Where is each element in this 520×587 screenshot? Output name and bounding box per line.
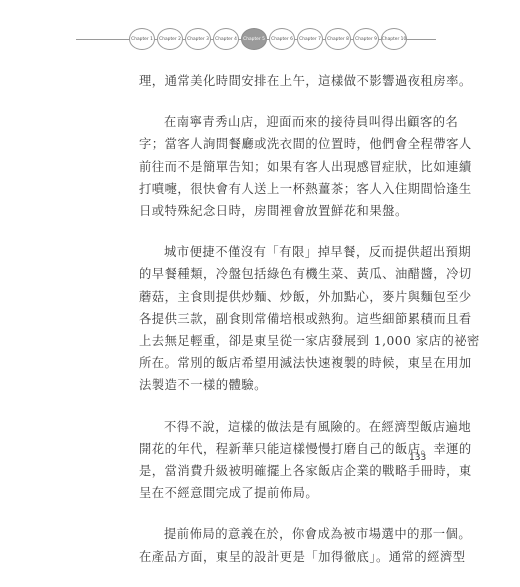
chapter-tab-7[interactable]: Chapter 7 xyxy=(297,28,323,50)
text-line: 各提供三款，副食則常備培根或熱狗。這些細節累積而且看 xyxy=(139,311,472,326)
text-line: 的早餐種類，冷盤包括綠色有機生菜、黃瓜、油醋醬，冷切 xyxy=(139,267,472,282)
chapter-tab-5[interactable]: Chapter 5 xyxy=(241,28,267,50)
paragraph xyxy=(139,111,472,222)
chapter-tab-1[interactable]: Chapter 1 xyxy=(129,28,155,50)
text-line: 在南寧青秀山店，迎面而來的接待員叫得出顧客的名 xyxy=(164,115,459,130)
text-line: 是，當消費升級被明確擺上各家飯店企業的戰略手冊時，東 xyxy=(139,464,472,479)
text-line: 法製造不一樣的體驗。 xyxy=(139,378,267,393)
chapter-tab-9[interactable]: Chapter 9 xyxy=(353,28,379,50)
text-line: 城市便捷不僅沒有「有限」掉早餐，反而提供超出預期 xyxy=(164,245,472,260)
text-line: 日或特殊紀念日時，房間裡會放置鮮花和果盤。 xyxy=(139,204,408,219)
chapter-tab-6[interactable]: Chapter 6 xyxy=(269,28,295,50)
chapter-navigation xyxy=(0,28,520,52)
text-line: 提前佈局的意義在於，你會成為被市場選中的那一個。 xyxy=(164,527,472,542)
text-line: 前往而不是簡單告知；如果有客人出現感冒症狀，比如連續 xyxy=(139,159,472,174)
chapter-tab-2[interactable]: Chapter 2 xyxy=(157,28,183,50)
paragraph xyxy=(139,241,480,396)
text-line: 呈在不經意間完成了提前佈局。 xyxy=(139,486,319,501)
text-line: 字；當客人詢問餐廳或洗衣間的位置時，他們會全程帶客人 xyxy=(139,137,472,152)
page-number: 133 xyxy=(409,453,427,463)
text-line: 開花的年代，程新華只能這樣慢慢打磨自己的飯店。幸運的 xyxy=(139,441,472,456)
text-line: 所在。常別的飯店希望用滅法快速複製的時候，東呈在用加 xyxy=(139,356,472,371)
text-line: 不得不說，這樣的做法是有風險的。在經濟型飯店遍地 xyxy=(164,419,472,434)
chapter-tab-10[interactable]: Chapter 10 xyxy=(381,28,407,50)
chapter-tab-4[interactable]: Chapter 4 xyxy=(213,28,239,50)
paragraph xyxy=(139,70,472,92)
chapter-tab-3[interactable]: Chapter 3 xyxy=(185,28,211,50)
text-line: 打噴嚏，很快會有人送上一杯熱薑茶；客人入住期間恰逢生 xyxy=(139,181,472,196)
text-line: 上去無足輕重，卻是東呈從一家店發展到 1,000 家店的祕密 xyxy=(139,334,480,349)
paragraph xyxy=(139,523,472,567)
text-line: 理，通常美化時間安排在上午，這樣做不影響過夜租房率。 xyxy=(139,74,472,88)
chapter-list xyxy=(129,28,407,50)
chapter-tab-8[interactable]: Chapter 8 xyxy=(325,28,351,50)
text-line: 蘑菇，主食則提供炒麵、炒飯，外加點心，麥片與麵包至少 xyxy=(139,289,472,304)
text-line: 在產品方面，東呈的設計更是「加得徹底」。通常的經濟型 xyxy=(139,549,466,564)
